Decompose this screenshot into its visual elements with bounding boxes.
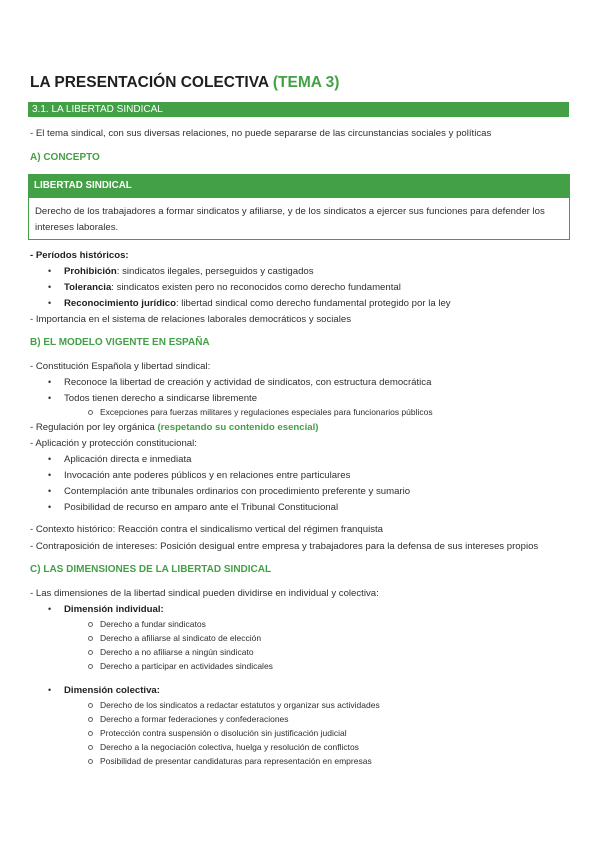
bullet: •	[48, 454, 52, 464]
aplicacion-label: - Aplicación y protección constitucional:	[30, 438, 197, 449]
sub-list-item: Posibilidad de presentar candidaturas para representación en empresas	[100, 756, 372, 766]
periodo-item: Tolerancia: sindicatos existen pero no reconocidos como derecho fundamental	[64, 282, 401, 293]
definition-box	[28, 198, 570, 240]
circle-bullet-icon	[88, 745, 93, 750]
regulacion-text: - Regulación por ley orgánica (respetando su contenido esencial)	[30, 422, 319, 433]
sub-list-item: Protección contra suspensión o disolución sin justificación judicial	[100, 728, 347, 738]
sub-list-item: Derecho a no afiliarse a ningún sindicato	[100, 647, 254, 657]
bullet: •	[48, 377, 52, 387]
circle-bullet-icon	[88, 622, 93, 627]
sub-list-item: Excepciones para fuerzas militares y regulaciones especiales para funcionarios públicos	[100, 407, 433, 417]
bullet: •	[48, 393, 52, 403]
individual-label: Dimensión individual:	[64, 604, 164, 615]
circle-bullet-icon	[88, 410, 93, 415]
constitucion-label: - Constitución Española y libertad sindical:	[30, 361, 211, 372]
circle-bullet-icon	[88, 717, 93, 722]
importancia-text: - Importancia en el sistema de relaciones laborales democráticos y sociales	[30, 314, 352, 325]
section-a-heading: A) CONCEPTO	[30, 152, 100, 163]
circle-bullet-icon	[88, 703, 93, 708]
section-c-heading: C) LAS DIMENSIONES DE LA LIBERTAD SINDICAL	[30, 564, 272, 575]
sub-list-item: Derecho a fundar sindicatos	[100, 619, 206, 629]
definition-text: Derecho de los trabajadores a formar sindicatos y afiliarse, y de los sindicatos a ejercer sus funciones para defender los intereses laborales.	[35, 206, 545, 233]
bullet: •	[48, 502, 52, 512]
dimensiones-intro: - Las dimensiones de la libertad sindical pueden dividirse en individual y colectiva:	[30, 588, 379, 599]
intro-text: - El tema sindical, con sus diversas relaciones, no puede separarse de las circunstancias sociales y políticas	[30, 128, 492, 139]
bullet: •	[48, 470, 52, 480]
definition-box-title: LIBERTAD SINDICAL	[28, 174, 570, 198]
bullet: •	[48, 685, 52, 695]
circle-bullet-icon	[88, 636, 93, 641]
list-item: Todos tienen derecho a sindicarse libremente	[64, 393, 258, 404]
circle-bullet-icon	[88, 650, 93, 655]
section-bar: 3.1. LA LIBERTAD SINDICAL	[28, 102, 569, 117]
periodo-item: Prohibición: sindicatos ilegales, perseguidos y castigados	[64, 266, 314, 277]
sub-list-item: Derecho a formar federaciones y confederaciones	[100, 714, 289, 724]
bullet: •	[48, 282, 52, 292]
circle-bullet-icon	[88, 664, 93, 669]
list-item: Contemplación ante tribunales ordinarios con procedimiento preferente y sumario	[64, 486, 411, 497]
list-item: Posibilidad de recurso en amparo ante el Tribunal Constitucional	[64, 502, 339, 513]
circle-bullet-icon	[88, 759, 93, 764]
title-accent: (TEMA 3)	[272, 74, 340, 91]
contexto-text: - Contexto histórico: Reacción contra el sindicalismo vertical del régimen franquista	[30, 524, 383, 535]
bullet: •	[48, 266, 52, 276]
periodos-label: - Períodos históricos:	[30, 250, 129, 261]
periodo-item: Reconocimiento jurídico: libertad sindical como derecho fundamental protegido por la ley	[64, 298, 451, 309]
bullet: •	[48, 486, 52, 496]
bullet: •	[48, 604, 52, 614]
list-item: Reconoce la libertad de creación y actividad de sindicatos, con estructura democrática	[64, 377, 432, 388]
title-main: LA PRESENTACIÓN COLECTIVA	[30, 74, 269, 91]
colectiva-label: Dimensión colectiva:	[64, 685, 160, 696]
circle-bullet-icon	[88, 731, 93, 736]
section-b-heading: B) EL MODELO VIGENTE EN ESPAÑA	[30, 337, 210, 348]
list-item: Invocación ante poderes públicos y en relaciones entre particulares	[64, 470, 351, 481]
list-item: Aplicación directa e inmediata	[64, 454, 192, 465]
page-title	[30, 74, 339, 92]
bullet: •	[48, 298, 52, 308]
contraposicion-text: - Contraposición de intereses: Posición desigual entre empresa y trabajadores para la defensa de sus intereses propios	[30, 541, 539, 552]
sub-list-item: Derecho de los sindicatos a redactar estatutos y organizar sus actividades	[100, 700, 380, 710]
sub-list-item: Derecho a afiliarse al sindicato de elección	[100, 633, 262, 643]
sub-list-item: Derecho a la negociación colectiva, huelga y resolución de conflictos	[100, 742, 359, 752]
sub-list-item: Derecho a participar en actividades sindicales	[100, 661, 273, 671]
